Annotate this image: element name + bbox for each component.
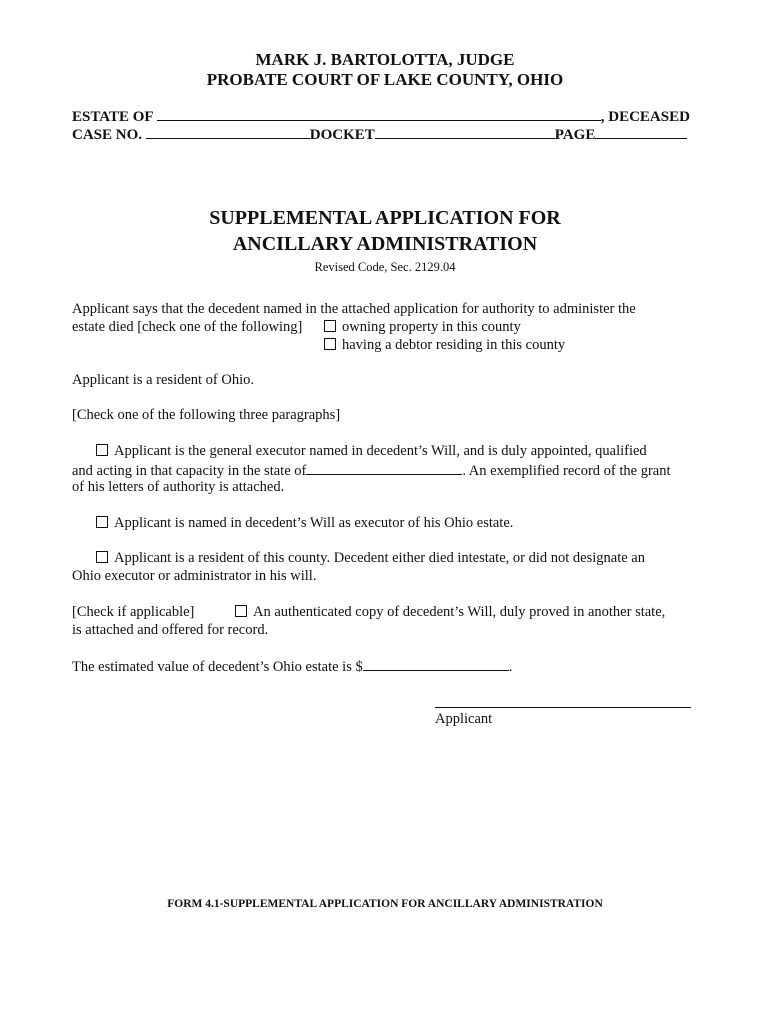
check-three-instruction: [Check one of the following three paragraphs] <box>72 407 341 423</box>
estimated-value-row <box>72 657 512 676</box>
intro-line1: Applicant says that the decedent named in the attached application for authority to administer the <box>72 301 636 317</box>
para3-line1 <box>96 550 645 567</box>
para3-line2: Ohio executor or administrator in his will. <box>72 568 317 584</box>
page-field[interactable] <box>595 125 687 139</box>
court-name: PROBATE COURT OF LAKE COUNTY, OHIO <box>206 70 564 89</box>
applicable-line1-text: An authenticated copy of decedent’s Will, duly proved in another state, <box>253 604 666 620</box>
applicable-label: [Check if applicable] <box>72 604 195 620</box>
debtor-residing-label: having a debtor residing in this county <box>342 337 566 353</box>
county-resident-checkbox[interactable] <box>96 551 108 563</box>
ohio-executor-checkbox[interactable] <box>96 516 108 528</box>
owning-property-label: owning property in this county <box>342 319 521 335</box>
option-owning-property <box>324 319 521 336</box>
option-debtor-residing <box>324 337 565 354</box>
form-title-line1: SUPPLEMENTAL APPLICATION FOR <box>209 207 561 229</box>
estate-label: ESTATE OF <box>72 109 153 125</box>
authenticated-will-checkbox[interactable] <box>235 605 247 617</box>
estimated-value-end: . <box>508 659 513 675</box>
intro-line2-text: estate died [check one of the following] <box>72 319 303 335</box>
para2 <box>96 515 513 532</box>
page-label: PAGE <box>554 127 596 143</box>
para3-line1-text: Applicant is a resident of this county. Decedent either died intestate, or did not designate an <box>114 550 645 566</box>
para1-line1-text: Applicant is the general executor named in decedent’s Will, and is duly appointed, qualified <box>114 443 647 459</box>
debtor-residing-checkbox[interactable] <box>324 338 336 350</box>
para1-line1 <box>96 443 647 460</box>
deceased-label: , DECEASED <box>600 109 690 125</box>
case-row <box>72 125 687 144</box>
form-title-line2: ANCILLARY ADMINISTRATION <box>232 233 538 255</box>
estate-row <box>72 107 690 126</box>
para1-line2a-text: and acting in that capacity in the state of <box>72 463 307 479</box>
estate-name-field[interactable] <box>157 107 601 121</box>
para1-line2b-text: . An exemplified record of the grant <box>462 463 671 479</box>
docket-label: DOCKET <box>309 127 375 143</box>
state-field[interactable] <box>306 461 462 475</box>
estimated-value-text: The estimated value of decedent’s Ohio estate is $ <box>72 659 363 675</box>
applicable-line2: is attached and offered for record. <box>72 622 269 638</box>
owning-property-checkbox[interactable] <box>324 320 336 332</box>
applicant-label: Applicant <box>435 711 493 727</box>
resident-statement: Applicant is a resident of Ohio. <box>72 372 255 388</box>
para2-text: Applicant is named in decedent’s Will as executor of his Ohio estate. <box>114 515 514 531</box>
para1-line2 <box>72 461 671 480</box>
general-executor-checkbox[interactable] <box>96 444 108 456</box>
form-footer: FORM 4.1-SUPPLEMENTAL APPLICATION FOR ANCILLARY ADMINISTRATION <box>167 898 603 910</box>
docket-field[interactable] <box>375 125 555 139</box>
para1-line3: of his letters of authority is attached. <box>72 479 285 495</box>
estimated-value-field[interactable] <box>363 657 509 671</box>
judge-name: MARK J. BARTOLOTTA, JUDGE <box>255 50 515 69</box>
intro-line2 <box>72 319 302 336</box>
case-no-label: CASE NO. <box>72 127 143 143</box>
case-no-field[interactable] <box>146 125 310 139</box>
revised-code: Revised Code, Sec. 2129.04 <box>314 260 456 274</box>
applicable-line1 <box>235 604 665 621</box>
applicant-signature-line[interactable] <box>435 707 691 708</box>
